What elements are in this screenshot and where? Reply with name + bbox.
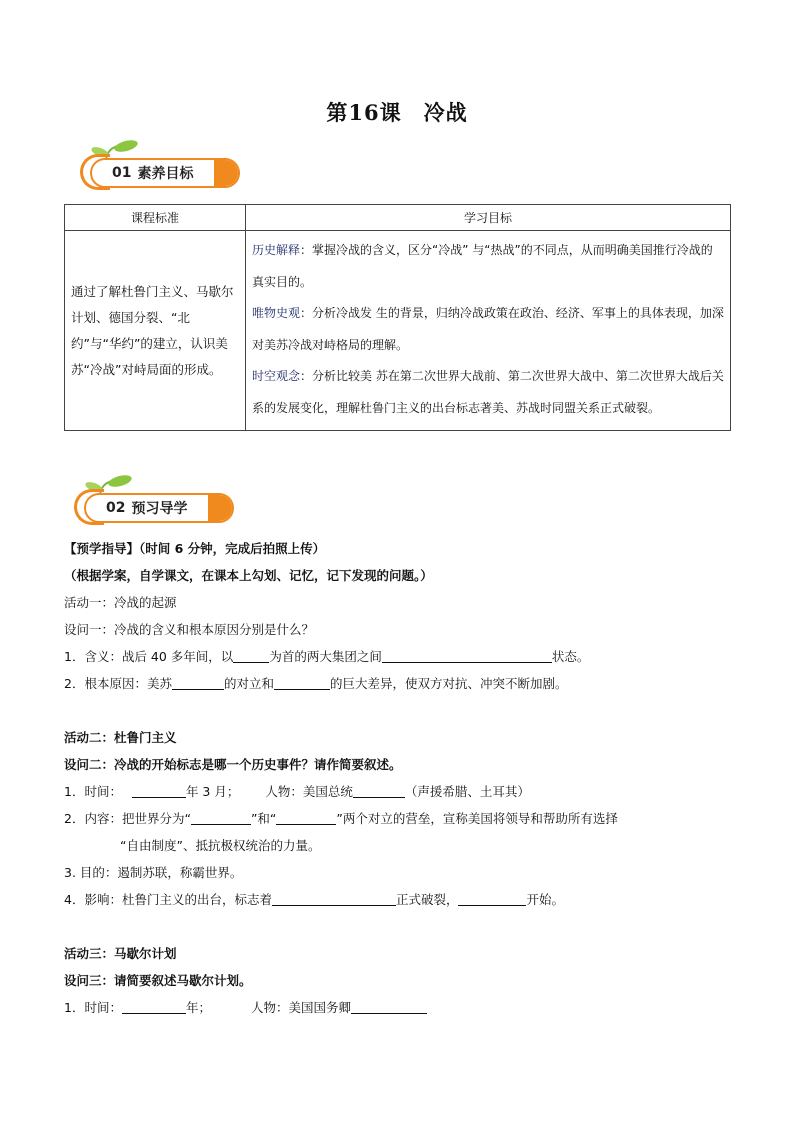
fill-item: 1．时间： 年； 人物：美国国务卿 xyxy=(64,994,764,1021)
answer-blank[interactable] xyxy=(351,999,427,1014)
badge-number: 01 xyxy=(112,165,132,181)
page-title: 第16课 冷战 xyxy=(326,100,468,125)
answer-blank[interactable] xyxy=(353,783,405,798)
objective-key: 唯物史观 xyxy=(252,306,301,320)
fill-item: 2．根本原因：美苏 的对立和 的巨大差异，使双方对抗、冲突不断加剧。 xyxy=(64,676,568,691)
answer-blank[interactable] xyxy=(172,675,224,690)
answer-blank[interactable] xyxy=(233,648,269,663)
badge-pill xyxy=(84,493,234,523)
fill-item: 1．含义：战后 40 多年间，以 为首的两大集团之间 状态。 xyxy=(64,649,590,664)
answer-blank[interactable] xyxy=(276,810,336,825)
answer-blank[interactable] xyxy=(458,891,526,906)
badge-pill xyxy=(90,158,240,188)
section-badge-goals xyxy=(68,140,243,190)
objective-item: 历史解释：掌握冷战的含义，区分“冷战” 与“热战”的不同点，从而明确美国推行冷战的真实目的。 xyxy=(252,243,713,289)
guide-instruction: 【预学指导】（时间 6 分钟，完成后拍照上传） xyxy=(64,541,326,556)
answer-blank[interactable] xyxy=(382,648,552,663)
table-header-standard: 课程标准 xyxy=(65,205,246,231)
badge-text: 预习导学 xyxy=(131,501,188,517)
fill-item: 1．时间： 年 3 月； 人物：美国总统 （声援希腊、土耳其） xyxy=(64,784,530,799)
answer-blank[interactable] xyxy=(191,810,251,825)
section-badge-preview xyxy=(62,475,237,525)
objective-key: 历史解释 xyxy=(252,243,301,257)
activity-question: 设问二：冷战的开始标志是哪一个历史事件？请作简要叙述。 xyxy=(64,757,402,772)
fill-item: 4．影响：杜鲁门主义的出台，标志着 正式破裂， 开始。 xyxy=(64,892,564,907)
course-standard-cell: 通过了解杜鲁门主义、马歇尔计划、德国分裂、“北约”与“华约”的建立，认识美苏“冷战”对峙局面的形成。 xyxy=(65,231,246,431)
answer-blank[interactable] xyxy=(274,675,330,690)
activity-question: 设问三：请简要叙述马歇尔计划。 xyxy=(64,973,252,988)
objective-key: 时空观念 xyxy=(252,369,301,383)
objective-text: 掌握冷战的含义，区分“冷战” 与“热战”的不同点，从而明确美国推行冷战的真实目的。 xyxy=(252,243,713,289)
objective-text: 分析比较美 苏在第二次世界大战前、第二次世界大战中、第二次世界大战后关系的发展变化，理解杜鲁门主义的出台标志著美、苏战时同盟关系正式破裂。 xyxy=(252,369,724,415)
objectives-cell xyxy=(246,231,731,431)
activity-title: 活动二：杜鲁门主义 xyxy=(64,730,177,745)
activity-title: 活动三：马歇尔计划 xyxy=(64,946,177,961)
objective-item: 时空观念：分析比较美 苏在第二次世界大战前、第二次世界大战中、第二次世界大战后关系的发展变化，理解杜鲁门主义的出台标志著美、苏战时同盟关系正式破裂。 xyxy=(252,369,724,415)
badge-number: 02 xyxy=(106,500,126,516)
fill-item: 2．内容：把世界分为“ ”和“ ”两个对立的营垒，宣称美国将领导和帮助所有选择 xyxy=(64,811,618,826)
table-row xyxy=(65,231,731,431)
preview-guide xyxy=(64,535,764,1021)
answer-blank[interactable] xyxy=(132,783,186,798)
goals-table xyxy=(64,204,731,431)
answer-blank[interactable] xyxy=(122,999,186,1014)
objective-item: 唯物史观：分析冷战发 生的背景，归纳冷战政策在政治、经济、军事上的具体表现，加深对美苏冷战对峙格局的理解。 xyxy=(252,306,724,352)
activity-title: 活动一：冷战的起源 xyxy=(64,595,177,610)
fill-item: 3. 目的：遏制苏联，称霸世界。 xyxy=(64,865,243,880)
badge-text: 素养目标 xyxy=(137,166,194,182)
table-header-objectives: 学习目标 xyxy=(246,205,731,231)
guide-note: （根据学案，自学课文，在课本上勾划、记忆，记下发现的问题。） xyxy=(64,568,433,583)
badge-tail xyxy=(208,493,234,523)
answer-blank[interactable] xyxy=(272,891,396,906)
fill-item-continuation: “自由制度”、抵抗极权统治的力量。 xyxy=(120,838,321,853)
badge-tail xyxy=(214,158,240,188)
table-header-row xyxy=(65,205,731,231)
activity-question: 设问一：冷战的含义和根本原因分别是什么？ xyxy=(64,622,315,637)
objective-text: 分析冷战发 生的背景，归纳冷战政策在政治、经济、军事上的具体表现，加深对美苏冷战对峙格局的理解。 xyxy=(252,306,724,352)
